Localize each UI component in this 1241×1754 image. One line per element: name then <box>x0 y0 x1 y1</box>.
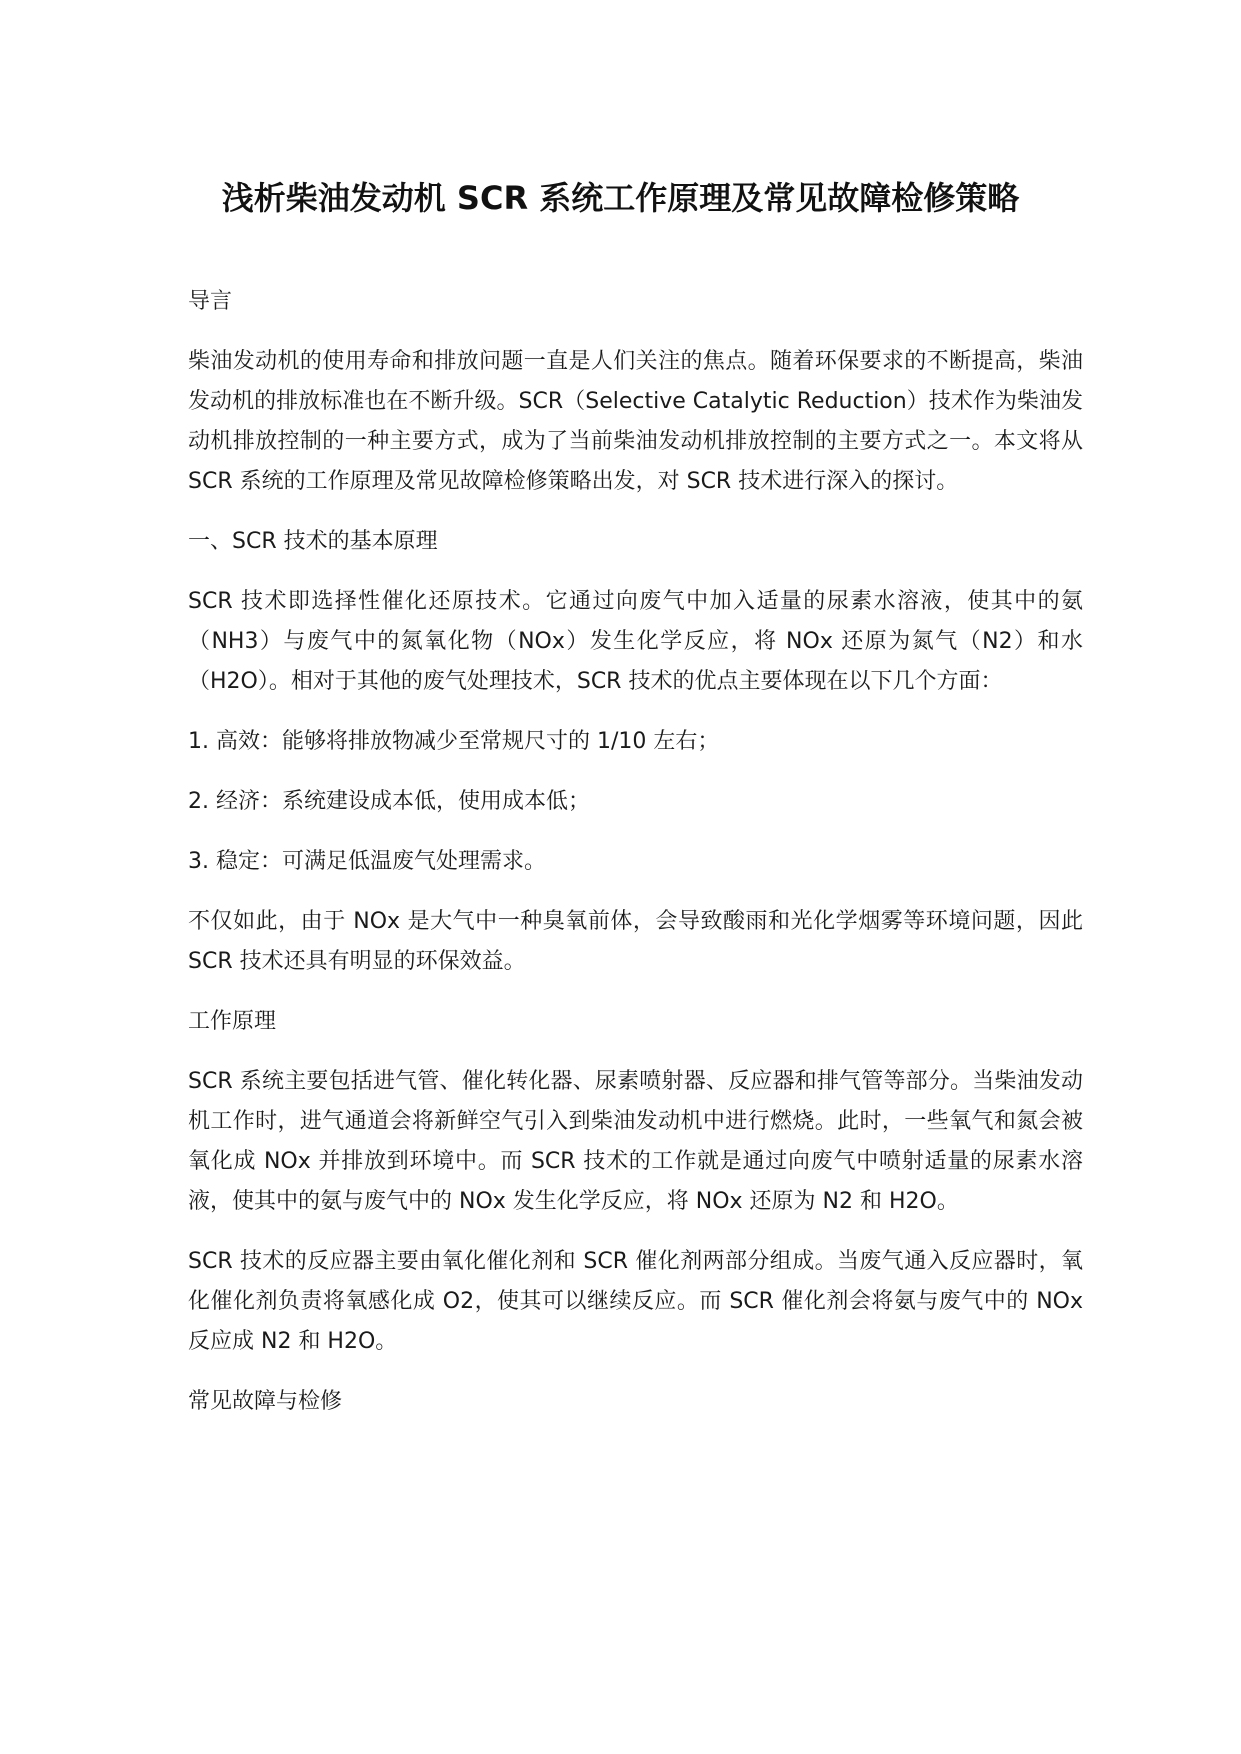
document-title: 浅析柴油发动机 SCR 系统工作原理及常见故障检修策略 <box>221 179 1020 217</box>
paragraph-reactor: SCR 技术的反应器主要由氧化催化剂和 SCR 催化剂两部分组成。当废气通入反应器时，氧化催化剂负责将氧感化成 O2，使其可以继续反应。而 SCR 催化剂会将氨与废气中的 NOx 反应成 N2 和 H2O。 <box>188 1249 1083 1354</box>
section-heading-faults: 常见故障与检修 <box>188 1389 343 1414</box>
paragraph-intro: 柴油发动机的使用寿命和排放问题一直是人们关注的焦点。随着环保要求的不断提高，柴油发动机的排放标准也在不断升级。SCR（Selective Catalytic Reduction）技术作为柴油发动机排放控制的一种主要方式，成为了当前柴油发动机排放控制的主要方式之一。本文将从 SCR 系统的工作原理及常见故障检修策略出发，对 SCR 技术进行深入的探讨。 <box>188 349 1083 494</box>
paragraph-principle: SCR 技术即选择性催化还原技术。它通过向废气中加入适量的尿素水溶液，使其中的氨（NH3）与废气中的氮氧化物（NOx）发生化学反应，将 NOx 还原为氮气（N2）和水（H2O）。相对于其他的废气处理技术，SCR 技术的优点主要体现在以下几个方面： <box>188 589 1083 694</box>
paragraph-system-components: SCR 系统主要包括进气管、催化转化器、尿素喷射器、反应器和排气管等部分。当柴油发动机工作时，进气通道会将新鲜空气引入到柴油发动机中进行燃烧。此时，一些氧气和氮会被氧化成 NOx 并排放到环境中。而 SCR 技术的工作就是通过向废气中喷射适量的尿素水溶液，使其中的氨与废气中的 NOx 发生化学反应，将 NOx 还原为 N2 和 H2O。 <box>188 1069 1083 1214</box>
section-heading-principle: 一、SCR 技术的基本原理 <box>188 529 438 554</box>
list-item-efficiency: 1. 高效：能够将排放物减少至常规尺寸的 1/10 左右； <box>188 729 720 754</box>
section-heading-working-principle: 工作原理 <box>188 1009 277 1034</box>
list-item-stability: 3. 稳定：可满足低温废气处理需求。 <box>188 849 546 874</box>
list-item-economy: 2. 经济：系统建设成本低，使用成本低； <box>188 789 590 814</box>
paragraph-environmental-benefit: 不仅如此，由于 NOx 是大气中一种臭氧前体，会导致酸雨和光化学烟雾等环境问题，因此 SCR 技术还具有明显的环保效益。 <box>188 909 1083 974</box>
section-heading-intro: 导言 <box>188 289 233 314</box>
document-body <box>188 282 1083 1442</box>
